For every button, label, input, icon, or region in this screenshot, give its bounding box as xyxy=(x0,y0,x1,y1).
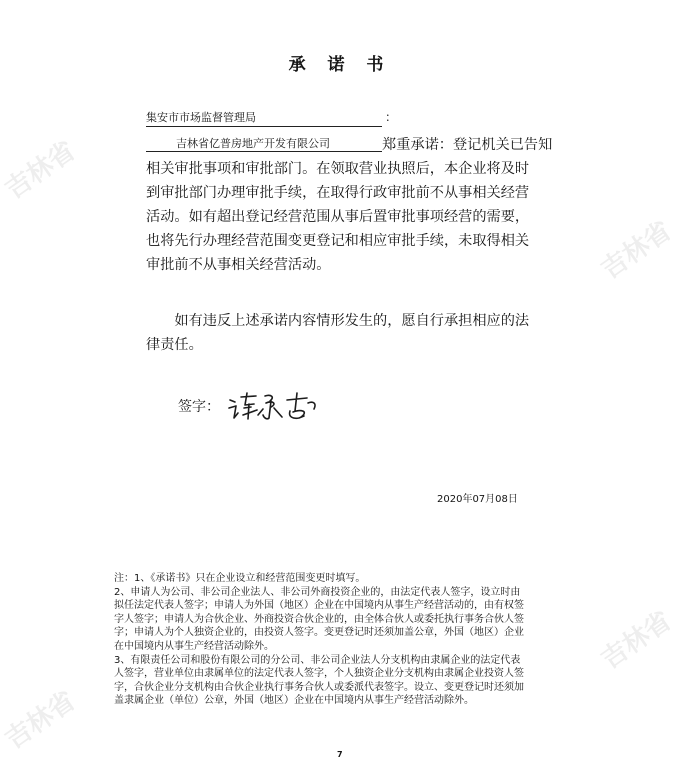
paragraph-line xyxy=(146,133,586,157)
addressee-name: 集安市市场监督管理局 xyxy=(146,111,382,127)
paragraph-line: 审批前不从事相关经营活动。 xyxy=(146,257,331,273)
note-line: 注：1、《承诺书》只在企业设立和经营范围变更时填写。 xyxy=(114,573,366,584)
note-line: 3、有限责任公司和股份有限公司的分公司、非公司企业法人分支机构由隶属企业的法定代表 xyxy=(114,654,521,666)
paragraph-line: 律责任。 xyxy=(146,337,203,353)
company-name: 吉林省亿普房地产开发有限公司 xyxy=(146,136,382,152)
page-number: 7 xyxy=(337,750,343,759)
note-line: 字人签字；申请人为合伙企业、外商投资合伙企业的，由全体合伙人或委托执行事务合伙人签 xyxy=(114,613,524,625)
note-line: 字，合伙企业分支机构由合伙企业执行事务合伙人或委派代表签字。设立、变更登记时还须加 xyxy=(114,681,524,693)
document-title: 承 诺 书 xyxy=(288,55,392,75)
watermark: 吉林省 xyxy=(0,685,81,756)
paragraph-line: 也将先行办理经营范围变更登记和相应审批手续，未取得相关 xyxy=(146,233,530,249)
paragraph-line: 到审批部门办理审批手续，在取得行政审批前不从事相关经营 xyxy=(146,185,530,201)
notes-section xyxy=(114,572,634,708)
paragraph-line: 如有违反上述承诺内容情形发生的，愿自行承担相应的法 xyxy=(146,313,530,329)
paragraph-line: 活动。如有超出登记经营范围从事后置审批事项经营的需要， xyxy=(146,209,530,225)
document-date: 2020年07月08日 xyxy=(437,494,518,505)
note-line: 人签字，营业单位由隶属单位的法定代表人签字，个人独资企业分支机构由隶属企业投资人签 xyxy=(114,668,524,680)
paragraph-line-text: 郑重承诺：登记机关已告知 xyxy=(382,137,553,153)
addressee-line xyxy=(146,110,397,127)
signature-label: 签字： xyxy=(178,399,220,415)
note-line: 拟任法定代表人签字；申请人为外国（地区）企业在中国境内从事生产经营活动的，由有权签 xyxy=(114,600,524,612)
handwritten-signature xyxy=(227,391,323,421)
addressee-suffix: ： xyxy=(385,110,398,124)
commitment-paragraph xyxy=(146,133,586,277)
watermark: 吉林省 xyxy=(595,215,677,286)
watermark: 吉林省 xyxy=(595,605,677,676)
paragraph-line: 相关审批事项和审批部门。在领取营业执照后，本企业将及时 xyxy=(146,161,530,177)
note-line: 2、申请人为公司、非公司企业法人、非公司外商投资企业的，由法定代表人签字，设立时由 xyxy=(114,586,521,598)
liability-paragraph xyxy=(146,309,586,357)
watermark: 吉林省 xyxy=(0,135,81,206)
signature-row xyxy=(178,391,323,421)
note-line: 在中国境内从事生产经营活动除外。 xyxy=(114,640,274,652)
note-line: 盖隶属企业（单位）公章，外国（地区）企业在中国境内从事生产经营活动除外。 xyxy=(114,695,474,707)
note-line: 字；申请人为个人独资企业的，由投资人签字。变更登记时还须加盖公章，外国（地区）企业 xyxy=(114,627,524,639)
